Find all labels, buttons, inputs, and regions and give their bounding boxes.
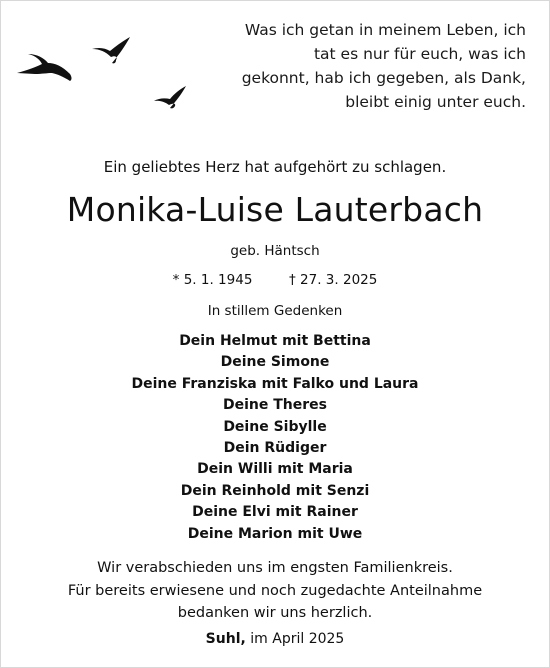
- bird-icon: [17, 54, 72, 81]
- mourner-line: Deine Simone: [220, 354, 330, 371]
- poem-line: gekonnt, hab ich gegeben, als Dank,: [241, 69, 526, 87]
- mourners-list: [0, 331, 550, 545]
- bird-icon: [92, 37, 130, 63]
- flying-birds-illustration: [0, 0, 240, 140]
- mourner-line: Dein Helmut mit Bettina: [179, 333, 371, 349]
- bird-icon: [154, 86, 186, 108]
- death-date: 27. 3. 2025: [300, 272, 378, 288]
- closing-text: [0, 557, 550, 625]
- place-date: [0, 631, 550, 647]
- deceased-name: Monika-Luise Lauterbach: [66, 190, 484, 229]
- poem-line: Was ich getan in meinem Leben, ich: [244, 21, 526, 39]
- mourner-line: Deine Elvi mit Rainer: [192, 504, 358, 521]
- birth-name: geb. Häntsch: [230, 243, 320, 259]
- mourner-line: Dein Willi mit Maria: [197, 461, 353, 478]
- life-dates: [0, 272, 550, 288]
- memory-text: In stillem Gedenken: [207, 303, 343, 319]
- birth-symbol: *: [172, 272, 180, 288]
- place-name: Suhl,: [205, 631, 246, 647]
- closing-line: Für bereits erwiesene und noch zugedachte Anteilnahme: [67, 582, 483, 599]
- poem-line: bleibt einig unter euch.: [345, 93, 526, 111]
- poem-line: tat es nur für euch, was ich: [313, 45, 526, 63]
- mourner-line: Dein Rüdiger: [223, 440, 327, 457]
- mourner-line: Deine Theres: [223, 397, 327, 414]
- mourner-line: Deine Marion mit Uwe: [187, 525, 363, 542]
- birth-date: 5. 1. 1945: [183, 272, 253, 288]
- death-symbol: †: [289, 272, 296, 288]
- closing-line: Wir verabschieden uns im engsten Familienkreis.: [97, 560, 453, 576]
- intro-text: Ein geliebtes Herz hat aufgehört zu schlagen.: [103, 158, 447, 176]
- mourner-line: Dein Reinhold mit Senzi: [180, 482, 370, 499]
- mourner-line: Deine Franziska mit Falko und Laura: [131, 375, 419, 392]
- mourner-line: Deine Sibylle: [223, 418, 327, 435]
- notice-date: im April 2025: [250, 631, 345, 647]
- closing-line: bedanken wir uns herzlich.: [177, 605, 373, 621]
- poem-verse: [226, 18, 526, 114]
